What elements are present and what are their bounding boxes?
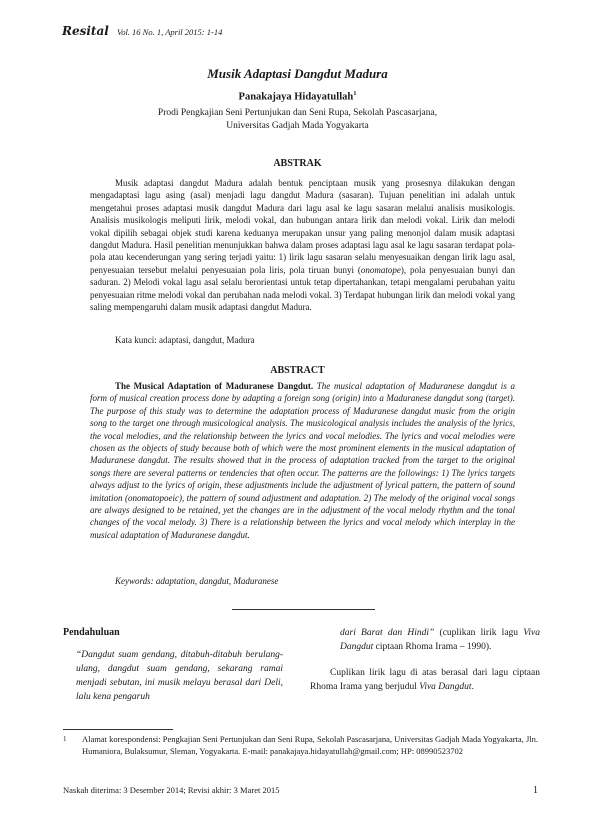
quote-citation-a: (cuplikan lirik lagu (434, 628, 524, 638)
abstrak-text-a: Musik adaptasi dangdut Madura adalah bentuk penciptaan musik yang prosesnya dilakukan dengan mengadaptasi lagu asing (asal) menjadi lagu dangdut Madura (sasaran). Tujuan penelitian ini adalah untuk mengetahui proses adaptasi musik dangdut Madura dari lagu asal ke lagu sasaran melalui analisis musikologis. Analisis musikologis meliputi lirik, melodi vokal, dan hubungan antara lirik dan melodi vokal. Lirik dan melodi vokal dipilih sebagai objek studi karena keduanya merupakan unsur yang paling menonjol dalam musik adaptasi dangdut Madura. Hasil penelitian menunjukkan bahwa dalam proses adaptasi lagu asal ke lagu sasaran terdapat pola-pola atau kecenderungan yang sering terjadi yaitu: 1) lirik lagu sasaran selalu menyesuaikan dengan lirik lagu asal, penyesuaian tersebut melalui penyesuaian pola liris, pola tiruan bunyi ( (90, 178, 515, 275)
running-head (62, 24, 222, 38)
lyric-quote: “Dangdut suam gendang, ditabuh-ditabuh berulang-ulang, dangdut suam gendang, sekarang ramai menjadi sebutan, ini musik melayu berasal dari Deli, lalu kena pengaruh (76, 650, 283, 702)
page-number: 1 (533, 785, 538, 796)
received-date: Naskah diterima: 3 Desember 2014; Revisi akhir: 3 Maret 2015 (63, 785, 280, 795)
abstract-heading: ABSTRACT (270, 365, 325, 376)
author-name: Panakajaya Hidayatullah (238, 91, 354, 103)
intro-paragraph-song: Viva Dangdut (419, 682, 472, 692)
paper-title: Musik Adaptasi Dangdut Madura (207, 66, 388, 81)
journal-logo: Resital (62, 24, 109, 38)
abstrak-text-b: ), pola penyesuaian bunyi dan saduran. 2) Melodi vokal lagu asal selalu berorientasi untuk tetap dipertahankan, tetapi mengalami perubahan yaitu penyesuaian ritme melodi vokal dan perubahan nada melodi vokal. 3) Terdapat hubungan lirik dan melodi vokal yang saling mempengaruhi dalam musik adaptasi dangdut Madura. (90, 264, 515, 313)
intro-paragraph-b: . (471, 682, 474, 692)
kata-kunci: Kata kunci: adaptasi, dangdut, Madura (115, 335, 255, 345)
footnote (63, 734, 538, 757)
footnote-rule (63, 729, 173, 730)
abstrak-heading: ABSTRAK (273, 158, 322, 169)
quote-end: dari Barat dan Hindi” (340, 628, 435, 638)
intro-paragraph (310, 666, 540, 694)
right-column (310, 626, 540, 694)
abstract-text: The musical adaptation of Maduranese dangdut is a form of musical creation process done by adapting a foreign song (origin) into a Maduranese dangdut song (target). The purpose of this study was to determine the adaptation process of Maduranese dangdut music from the origin song to the target one through musicological analysis. The musicological analysis includes the analysis of the lyrics, the vocal melodies, and the relationship between the lyrics and vocal melodies. The lyrics and vocal melodies were chosen as the objects of study because both of which were the most prominent elements in the musical adaptation of Maduranese dangdut. The results showed that in the process of adaptation tracked from the target to the original songs there are several patterns or tendencies that often occur. The patterns are the followings: 1) The lyrics targets always adjust to the lyrics of origin, these adjustments include the adjustment of lyrical pattern, the pattern of sound imitation (onomatopoeic), the pattern of sound adjustment and adaptation. 2) The melody of the original vocal songs are always designed to be retained, yet the changes are in the adjustment of the vocal melody rhythm and the tonal changes of the vocal melody. 3) There is a relationship between the lyrics and vocal melody which interplay in the musical adaptation of Maduranese dangdut. (90, 381, 515, 540)
abstract-body (90, 380, 515, 541)
author-line (0, 90, 595, 103)
intro-paragraph-a: Cuplikan lirik lagu di atas berasal dari lagu ciptaan Rhoma Irama yang berjudul (310, 668, 540, 692)
abstrak-text-italic: onomatope (360, 264, 401, 275)
abstrak-body (90, 177, 515, 313)
keywords: Keywords: adaptation, dangdut, Maduranese (115, 576, 279, 586)
quote-citation-song: Viva Dangdut (340, 628, 540, 652)
intro-heading: Pendahuluan (63, 627, 120, 638)
left-column (63, 626, 283, 704)
affiliation-line-2: Universitas Gadjah Mada Yogyakarta (226, 121, 369, 131)
affiliation-line-1: Prodi Pengkajian Seni Pertunjukan dan Seni Rupa, Sekolah Pascasarjana, (157, 108, 438, 118)
affiliation (0, 107, 595, 133)
volume-info: Vol. 16 No. 1, April 2015: 1-14 (116, 27, 223, 37)
abstract-lead: The Musical Adaptation of Maduranese Dangdut. (115, 381, 314, 391)
section-divider (232, 609, 375, 610)
author-footnote-mark[interactable]: 1 (353, 90, 357, 97)
footnote-number: 1 (63, 735, 67, 743)
lyric-quote-continued (310, 626, 540, 654)
quote-citation-b: ciptaan Rhoma Irama – 1990). (373, 642, 492, 652)
footnote-text: Alamat korespondensi: Pengkajian Seni Pertunjukan dan Seni Rupa, Sekolah Pascasarjana, Universitas Gadjah Mada Yogyakarta, Jln. Humaniora, Bulaksumur, Sleman, Yogyakarta. E-mail: panakajaya.hidayatullah@gmail.com; HP: 08990523702 (82, 734, 538, 756)
